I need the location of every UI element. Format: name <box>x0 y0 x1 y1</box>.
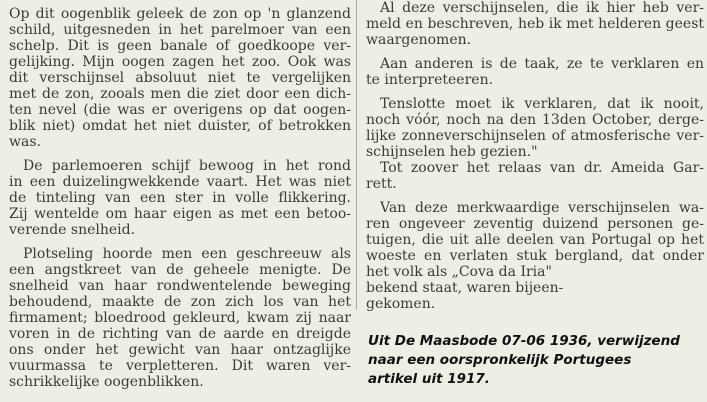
text-line: De parlemoeren schijf bewoog in het rond <box>23 158 351 174</box>
text-line: tuigen, die uit alle deelen van Portugal op het <box>366 232 704 248</box>
text-line: te interpreteeren. <box>366 72 494 88</box>
text-line: rett. <box>366 176 397 192</box>
text-line: firmament; bloedrood gekleurd, kwam zij naar <box>9 310 351 326</box>
caption-line: artikel uit 1917. <box>368 371 490 387</box>
text-line: woeste en verlaten stuk bergland, dat onder <box>366 248 704 264</box>
text-line: waargenomen. <box>366 32 472 48</box>
text-line: snelheid van haar rondwentelende beweging <box>9 278 351 294</box>
text-line: in een duizelingwekkende vaart. Het was niet <box>9 174 351 190</box>
text-line: Aan anderen is de taak, ze te verklaren en <box>380 56 704 72</box>
text-line: ons onder het gewicht van haar ontzaglijke <box>9 342 351 358</box>
caption-line: naar een oorspronkelijk Portugees <box>368 352 632 368</box>
text-line: gelijking. Mijn oogen zagen het zoo. Ook was <box>9 54 351 70</box>
text-line: gekomen. <box>366 296 436 312</box>
text-line: voren in de richting van de aarde en dreigde <box>9 326 351 342</box>
text-line: het volk als „Cova da Iria" <box>366 264 552 280</box>
text-line: was. <box>9 134 41 150</box>
text-line: vuurmassa te verpletteren. Dit waren ver- <box>9 358 351 374</box>
text-line: schijnselen heb gezien." <box>366 144 538 160</box>
text-line: verende snelheid. <box>9 222 136 238</box>
text-line: behoudend, maakte de zon zich los van het <box>9 294 351 310</box>
text-line: schild, uitgesneden in het parelmoer van een <box>9 22 351 38</box>
text-line: Zij wentelde om haar eigen as met een betoo- <box>9 206 351 222</box>
column-divider <box>356 0 357 310</box>
text-line: ren ongeveer zeventig duizend personen ge- <box>366 216 704 232</box>
text-line: dit verschijnsel absoluut niet te vergelijken <box>9 70 351 86</box>
text-line: lijke zonneverschijnselen of atmosferische ver- <box>366 128 704 144</box>
text-line: Plotseling hoorde men een geschreeuw als <box>23 246 351 262</box>
text-line: Al deze verschijnselen, die ik hier heb ver- <box>380 0 704 16</box>
text-line: bekend staat, waren bijeen- <box>366 280 564 296</box>
text-line: meld en beschreven, heb ik met helderen geest <box>366 16 704 32</box>
text-line: Tot zoover het relaas van dr. Ameida Gar- <box>380 160 704 176</box>
text-line: blik niet) omdat het niet duister, of betrokken <box>9 118 351 134</box>
text-line: met de zon, zooals men die ziet door een dich- <box>9 86 351 102</box>
text-line: Op dit oogenblik geleek de zon op 'n glanzend <box>9 6 351 22</box>
text-line: de tinteling van een ster in volle flikkering. <box>9 190 351 206</box>
text-line: schelp. Dit is geen banale of goedkoope ver- <box>9 38 351 54</box>
text-line: een angstkreet van de geheele menigte. De <box>9 262 351 278</box>
text-line: noch vóór, noch na den 13den October, derge- <box>366 112 704 128</box>
text-line: schrikkelijke oogenblikken. <box>9 374 204 390</box>
caption-line: Uit De Maasbode 07-06 1936, verwijzend <box>368 333 680 349</box>
text-line: Van deze merkwaardige verschijnselen wa- <box>380 200 704 216</box>
text-line: Tenslotte moet ik verklaren, dat ik nooit, <box>380 96 704 112</box>
text-line: ten nevel (die was er overigens op dat oogen- <box>9 102 351 118</box>
